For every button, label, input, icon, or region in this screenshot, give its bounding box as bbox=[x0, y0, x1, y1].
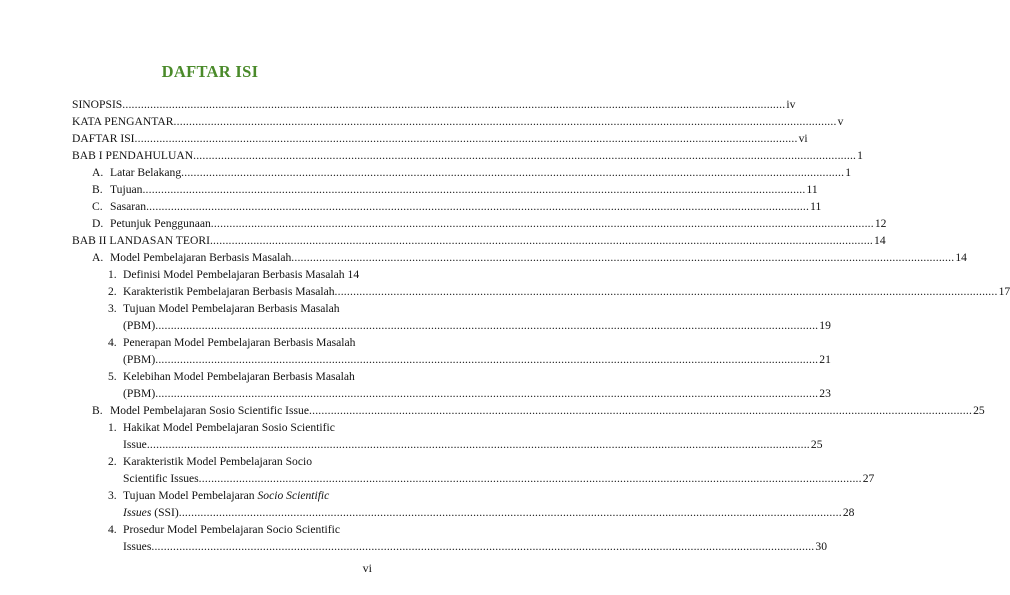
dot-leader bbox=[335, 283, 998, 300]
toc-entry-prosedur-ssi-line1[interactable] bbox=[108, 521, 340, 538]
toc-entry-bab-2[interactable] bbox=[72, 232, 886, 249]
toc-page-number: 21 bbox=[819, 353, 831, 366]
toc-entry-label bbox=[123, 504, 179, 521]
toc-entry-number: D. bbox=[92, 217, 104, 230]
toc-entry-label: Penerapan Model Pembelajaran Berbasis Masalah bbox=[123, 336, 356, 349]
toc-entry-daftar-isi[interactable] bbox=[72, 130, 808, 147]
dot-leader bbox=[155, 385, 818, 402]
toc-entry-number: 1. bbox=[108, 421, 117, 434]
toc-entry-label: Issues bbox=[123, 540, 152, 553]
toc-entry-label: Tujuan Model Pembelajaran bbox=[123, 489, 258, 502]
toc-entry-label: (PBM) bbox=[123, 319, 156, 332]
toc-page-number: vi bbox=[798, 132, 808, 145]
toc-page-number: 17 bbox=[998, 285, 1010, 298]
toc-entry-model-pbm[interactable] bbox=[92, 249, 967, 266]
toc-entry-petunjuk-penggunaan[interactable] bbox=[92, 215, 887, 232]
toc-entry-model-ssi[interactable] bbox=[92, 402, 985, 419]
toc-entry-tujuan[interactable] bbox=[92, 181, 818, 198]
toc-entry-definisi-pbm[interactable] bbox=[108, 266, 360, 283]
toc-page-number: 14 bbox=[955, 251, 967, 264]
toc-page-number: v bbox=[837, 115, 844, 128]
dot-leader bbox=[181, 164, 844, 181]
dot-leader bbox=[179, 504, 842, 521]
toc-entry-penerapan-pbm-line1[interactable] bbox=[108, 334, 355, 351]
dot-leader bbox=[211, 215, 874, 232]
dot-leader bbox=[146, 198, 809, 215]
toc-entry-label-suffix: (SSI) bbox=[151, 506, 179, 519]
toc-entry-hakikat-ssi-line1[interactable] bbox=[108, 419, 335, 436]
toc-entry-number: 4. bbox=[108, 336, 117, 349]
toc-entry-penerapan-pbm[interactable] bbox=[123, 351, 831, 368]
toc-entry-kelebihan-pbm[interactable] bbox=[123, 385, 831, 402]
toc-page-number: 19 bbox=[819, 319, 831, 332]
toc-entry-kelebihan-pbm-line1[interactable] bbox=[108, 368, 355, 385]
toc-entry-label: (PBM) bbox=[123, 353, 156, 366]
footer-page-number: vi bbox=[362, 561, 372, 575]
dot-leader bbox=[155, 317, 818, 334]
toc-entry-label: Model Pembelajaran Sosio Scientific Issue bbox=[110, 404, 309, 417]
toc-entry-label: Tujuan bbox=[110, 183, 143, 196]
toc-entry-label: Kelebihan Model Pembelajaran Berbasis Masalah bbox=[123, 370, 355, 383]
toc-page-number: 11 bbox=[810, 200, 822, 213]
toc-entry-number: 4. bbox=[108, 523, 117, 536]
toc-entry-label: Scientific Issues bbox=[123, 472, 199, 485]
toc-entry-sinopsis[interactable] bbox=[72, 96, 796, 113]
toc-entry-number: 3. bbox=[108, 489, 117, 502]
toc-entry-label: BAB II LANDASAN TEORI bbox=[72, 234, 210, 247]
toc-entry-number: A. bbox=[92, 251, 104, 264]
dot-leader bbox=[199, 470, 862, 487]
toc-entry-label: Prosedur Model Pembelajaran Socio Scientific bbox=[123, 523, 341, 536]
toc-entry-karakteristik-ssi[interactable] bbox=[123, 470, 875, 487]
toc-entry-tujuan-pbm[interactable] bbox=[123, 317, 831, 334]
toc-page-number: iv bbox=[786, 98, 796, 111]
toc-entry-bab-1[interactable] bbox=[72, 147, 863, 164]
toc-entry-number: B. bbox=[92, 183, 103, 196]
toc-entry-label: Tujuan Model Pembelajaran Berbasis Masalah bbox=[123, 302, 340, 315]
toc-entry-label: DAFTAR ISI bbox=[72, 132, 135, 145]
dot-leader bbox=[147, 436, 810, 453]
toc-entry-label: Model Pembelajaran Berbasis Masalah bbox=[110, 251, 292, 264]
toc-page-number: 1 bbox=[845, 166, 852, 179]
toc-entry-latar-belakang[interactable] bbox=[92, 164, 852, 181]
toc-entry-label: Definisi Model Pembelajaran Berbasis Masalah bbox=[123, 268, 345, 281]
dot-leader bbox=[155, 351, 818, 368]
toc-entry-kata-pengantar[interactable] bbox=[72, 113, 844, 130]
toc-entry-label: Sasaran bbox=[110, 200, 147, 213]
toc-entry-label: (PBM) bbox=[123, 387, 156, 400]
toc-entry-number: B. bbox=[92, 404, 103, 417]
toc-page-number: 12 bbox=[874, 217, 887, 230]
toc-page-number: 14 bbox=[874, 234, 886, 247]
toc-entry-label: Karakteristik Model Pembelajaran Socio bbox=[123, 455, 312, 468]
toc-entry-label: Petunjuk Penggunaan bbox=[110, 217, 211, 230]
toc-page-number: 25 bbox=[810, 438, 823, 451]
toc-page-number: 23 bbox=[819, 387, 831, 400]
toc-page-number: 30 bbox=[815, 540, 828, 553]
toc-entry-karakteristik-ssi-line1[interactable] bbox=[108, 453, 312, 470]
toc-entry-label: Issue bbox=[123, 438, 147, 451]
toc-entry-label: BAB I PENDAHULUAN bbox=[72, 149, 194, 162]
dot-leader bbox=[151, 538, 814, 555]
toc-entry-label-italic: Socio Scientific bbox=[257, 489, 330, 502]
toc-entry-number: 2. bbox=[108, 455, 117, 468]
toc-entry-karakteristik-pbm[interactable] bbox=[108, 283, 1010, 300]
toc-page-number: 27 bbox=[862, 472, 875, 485]
dot-leader bbox=[210, 232, 873, 249]
toc-entry-label: SINOPSIS bbox=[72, 98, 123, 111]
toc-entry-number: 2. bbox=[108, 285, 117, 298]
dot-leader bbox=[174, 113, 837, 130]
toc-entry-number: 5. bbox=[108, 370, 117, 383]
page-title: DAFTAR ISI bbox=[161, 62, 259, 81]
dot-leader bbox=[193, 147, 856, 164]
toc-entry-number: 1. bbox=[108, 268, 117, 281]
toc-entry-label: Hakikat Model Pembelajaran Sosio Scientific bbox=[123, 421, 335, 434]
toc-entry-label: Latar Belakang bbox=[110, 166, 182, 179]
toc-entry-hakikat-ssi[interactable] bbox=[123, 436, 823, 453]
toc-page-number: 14 bbox=[347, 268, 360, 281]
toc-entry-sasaran[interactable] bbox=[92, 198, 822, 215]
toc-entry-number: C. bbox=[92, 200, 103, 213]
dot-leader bbox=[135, 130, 798, 147]
toc-entry-label: KATA PENGANTAR bbox=[72, 115, 174, 128]
dot-leader bbox=[291, 249, 954, 266]
toc-page-number: 11 bbox=[806, 183, 818, 196]
toc-entry-label-italic: Issues bbox=[123, 506, 152, 519]
toc-entry-prosedur-ssi[interactable] bbox=[123, 538, 828, 555]
toc-page-number: 1 bbox=[857, 149, 863, 162]
toc-entry-tujuan-ssi-line1[interactable] bbox=[108, 487, 329, 504]
toc-entry-label: Karakteristik Pembelajaran Berbasis Masalah bbox=[123, 285, 335, 298]
toc-entry-tujuan-pbm-line1[interactable] bbox=[108, 300, 340, 317]
dot-leader bbox=[142, 181, 805, 198]
toc-entry-number: 3. bbox=[108, 302, 117, 315]
dot-leader bbox=[309, 402, 972, 419]
dot-leader bbox=[122, 96, 785, 113]
toc-page-number: 28 bbox=[842, 506, 855, 519]
toc-entry-tujuan-ssi[interactable] bbox=[123, 504, 855, 521]
toc-page-number: 25 bbox=[973, 404, 985, 417]
toc-entry-number: A. bbox=[92, 166, 104, 179]
